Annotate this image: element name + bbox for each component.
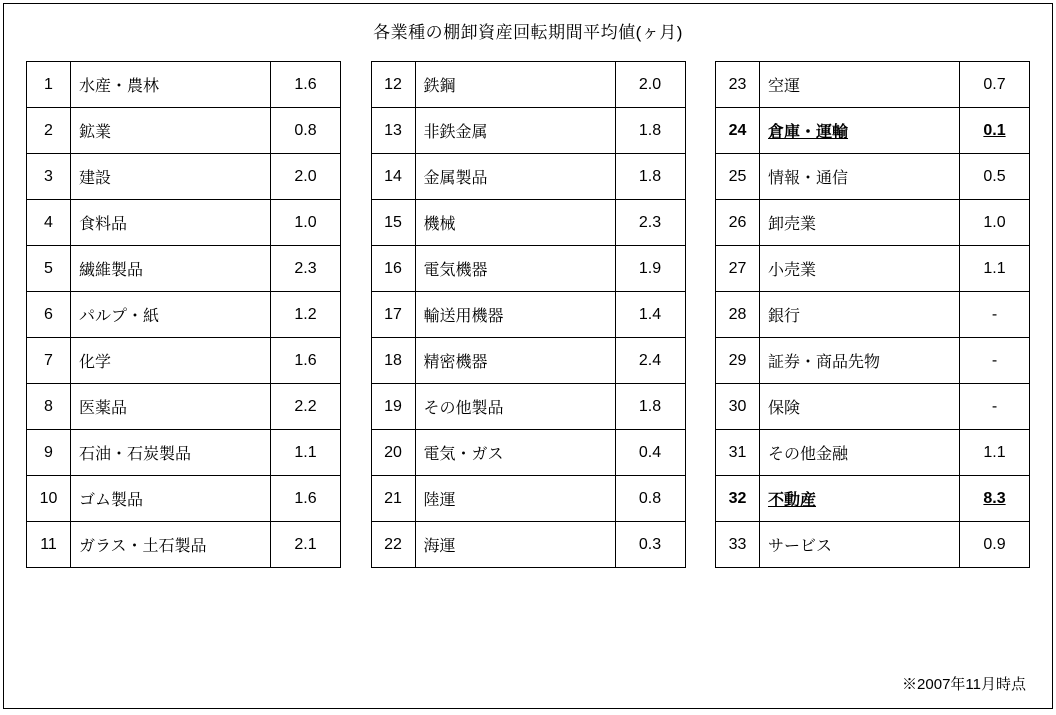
table-row [371, 522, 685, 568]
turnover-value: 1.0 [271, 200, 341, 246]
row-number: 13 [371, 108, 415, 154]
turnover-value: 2.2 [271, 384, 341, 430]
row-number: 30 [716, 384, 760, 430]
row-number: 10 [27, 476, 71, 522]
table-row [716, 384, 1030, 430]
industry-name: 機械 [415, 200, 615, 246]
row-number: 4 [27, 200, 71, 246]
turnover-value: - [960, 338, 1030, 384]
row-number: 5 [27, 246, 71, 292]
industry-name: 精密機器 [415, 338, 615, 384]
page-title: 各業種の棚卸資産回転期間平均値(ヶ月) [373, 23, 683, 42]
table-row [371, 338, 685, 384]
table-column-1 [26, 61, 341, 568]
table-row [371, 246, 685, 292]
turnover-value: 1.8 [615, 154, 685, 200]
turnover-value: 1.1 [960, 246, 1030, 292]
table-row [371, 154, 685, 200]
table-row [716, 338, 1030, 384]
industry-name: 情報・通信 [760, 154, 960, 200]
industry-name: ガラス・土石製品 [71, 522, 271, 568]
industry-name: 鉄鋼 [415, 62, 615, 108]
industry-name: 電気機器 [415, 246, 615, 292]
table-body-1 [27, 62, 341, 568]
turnover-value: 2.3 [271, 246, 341, 292]
industry-table-2 [371, 61, 686, 568]
table-row [27, 200, 341, 246]
turnover-value: 1.2 [271, 292, 341, 338]
turnover-value: 1.9 [615, 246, 685, 292]
table-row [716, 246, 1030, 292]
industry-name: パルプ・紙 [71, 292, 271, 338]
industry-name: 金属製品 [415, 154, 615, 200]
table-row [27, 62, 341, 108]
row-number: 6 [27, 292, 71, 338]
industry-name: 繊維製品 [71, 246, 271, 292]
row-number: 3 [27, 154, 71, 200]
industry-name: 食料品 [71, 200, 271, 246]
table-row [716, 476, 1030, 522]
row-number: 19 [371, 384, 415, 430]
industry-name: 証券・商品先物 [760, 338, 960, 384]
table-body-2 [371, 62, 685, 568]
turnover-value: 0.5 [960, 154, 1030, 200]
table-row [27, 292, 341, 338]
row-number: 15 [371, 200, 415, 246]
row-number: 9 [27, 430, 71, 476]
footnote: ※2007年11月時点 [902, 676, 1026, 693]
table-row [27, 338, 341, 384]
industry-name: 医薬品 [71, 384, 271, 430]
turnover-value: 0.4 [615, 430, 685, 476]
turnover-value: 1.6 [271, 62, 341, 108]
turnover-value: 0.8 [271, 108, 341, 154]
table-row [716, 108, 1030, 154]
industry-name: その他製品 [415, 384, 615, 430]
industry-name: 卸売業 [760, 200, 960, 246]
industry-name: 海運 [415, 522, 615, 568]
row-number: 32 [716, 476, 760, 522]
industry-table-1 [26, 61, 341, 568]
turnover-value: 0.3 [615, 522, 685, 568]
industry-name: 小売業 [760, 246, 960, 292]
industry-name: 保険 [760, 384, 960, 430]
turnover-value: 8.3 [960, 476, 1030, 522]
table-row [716, 62, 1030, 108]
table-row [27, 384, 341, 430]
table-row [371, 476, 685, 522]
table-row [27, 522, 341, 568]
row-number: 28 [716, 292, 760, 338]
turnover-value: 2.4 [615, 338, 685, 384]
row-number: 22 [371, 522, 415, 568]
table-row [27, 108, 341, 154]
industry-name: 電気・ガス [415, 430, 615, 476]
row-number: 1 [27, 62, 71, 108]
table-columns-container [4, 53, 1052, 568]
table-row [371, 292, 685, 338]
table-column-3 [715, 61, 1030, 568]
industry-name: 非鉄金属 [415, 108, 615, 154]
turnover-value: 1.8 [615, 384, 685, 430]
row-number: 25 [716, 154, 760, 200]
row-number: 23 [716, 62, 760, 108]
turnover-value: 1.6 [271, 476, 341, 522]
turnover-value: 0.8 [615, 476, 685, 522]
table-row [371, 384, 685, 430]
industry-name: 石油・石炭製品 [71, 430, 271, 476]
turnover-value: - [960, 384, 1030, 430]
industry-name: 空運 [760, 62, 960, 108]
row-number: 11 [27, 522, 71, 568]
row-number: 8 [27, 384, 71, 430]
row-number: 26 [716, 200, 760, 246]
row-number: 21 [371, 476, 415, 522]
turnover-value: 1.0 [960, 200, 1030, 246]
industry-name: 化学 [71, 338, 271, 384]
table-row [27, 430, 341, 476]
table-row [716, 154, 1030, 200]
table-row [716, 200, 1030, 246]
industry-name: 輸送用機器 [415, 292, 615, 338]
table-row [371, 108, 685, 154]
industry-name: 倉庫・運輸 [760, 108, 960, 154]
industry-name: 不動産 [760, 476, 960, 522]
row-number: 20 [371, 430, 415, 476]
row-number: 18 [371, 338, 415, 384]
document-page [3, 3, 1053, 709]
industry-name: 水産・農林 [71, 62, 271, 108]
row-number: 31 [716, 430, 760, 476]
row-number: 7 [27, 338, 71, 384]
industry-name: サービス [760, 522, 960, 568]
row-number: 27 [716, 246, 760, 292]
table-row [371, 200, 685, 246]
row-number: 29 [716, 338, 760, 384]
turnover-value: 1.6 [271, 338, 341, 384]
turnover-value: 2.0 [271, 154, 341, 200]
turnover-value: - [960, 292, 1030, 338]
industry-name: その他金融 [760, 430, 960, 476]
row-number: 14 [371, 154, 415, 200]
turnover-value: 1.1 [960, 430, 1030, 476]
table-row [27, 154, 341, 200]
turnover-value: 1.1 [271, 430, 341, 476]
turnover-value: 0.7 [960, 62, 1030, 108]
row-number: 16 [371, 246, 415, 292]
industry-name: 陸運 [415, 476, 615, 522]
row-number: 24 [716, 108, 760, 154]
row-number: 17 [371, 292, 415, 338]
table-row [27, 476, 341, 522]
table-row [371, 62, 685, 108]
table-body-3 [716, 62, 1030, 568]
turnover-value: 2.0 [615, 62, 685, 108]
table-row [27, 246, 341, 292]
turnover-value: 0.1 [960, 108, 1030, 154]
turnover-value: 2.1 [271, 522, 341, 568]
table-row [716, 522, 1030, 568]
industry-name: ゴム製品 [71, 476, 271, 522]
turnover-value: 1.8 [615, 108, 685, 154]
industry-name: 鉱業 [71, 108, 271, 154]
industry-table-3 [715, 61, 1030, 568]
table-row [716, 292, 1030, 338]
table-column-2 [371, 61, 686, 568]
turnover-value: 0.9 [960, 522, 1030, 568]
table-row [716, 430, 1030, 476]
industry-name: 銀行 [760, 292, 960, 338]
industry-name: 建設 [71, 154, 271, 200]
table-row [371, 430, 685, 476]
turnover-value: 2.3 [615, 200, 685, 246]
row-number: 12 [371, 62, 415, 108]
row-number: 33 [716, 522, 760, 568]
turnover-value: 1.4 [615, 292, 685, 338]
row-number: 2 [27, 108, 71, 154]
